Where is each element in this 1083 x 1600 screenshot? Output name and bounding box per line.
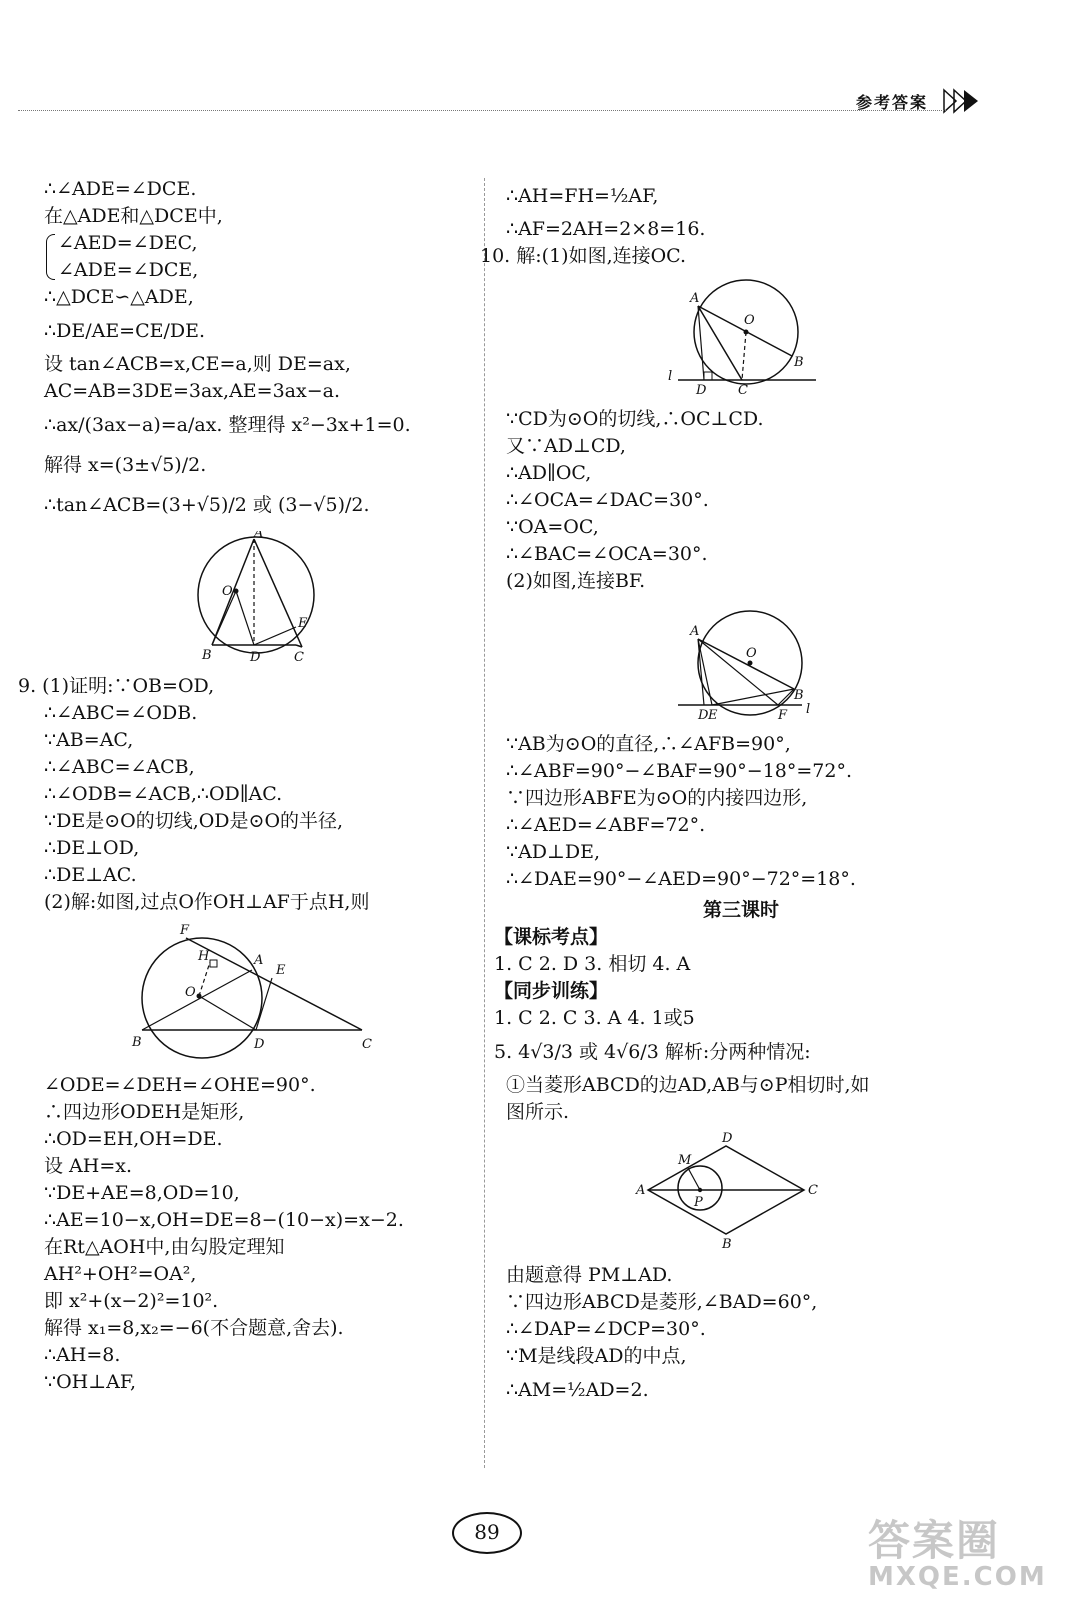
text-line: 由题意得 PM⊥AD. bbox=[506, 1264, 673, 1286]
text-line: ∵AD⊥DE, bbox=[506, 841, 601, 863]
text-line: 9. (1)证明:∵OB=OD, bbox=[18, 675, 215, 697]
text-line: ∴AE=10−x,OH=DE=8−(10−x)=x−2. bbox=[44, 1209, 404, 1231]
text-line: ∴∠ABF=90°−∠BAF=90°−18°=72°. bbox=[506, 760, 853, 782]
point-label: B bbox=[722, 1237, 732, 1252]
point-label: O bbox=[222, 584, 233, 599]
point-label: C bbox=[362, 1037, 372, 1052]
point-label: C bbox=[294, 650, 304, 663]
figure-5 bbox=[506, 1132, 976, 1256]
text-line: ∴四边形ODEH是矩形, bbox=[44, 1101, 245, 1123]
arrow-icon bbox=[942, 88, 982, 114]
text-line: 又∵AD⊥CD, bbox=[506, 435, 626, 457]
text-line: ∠ODE=∠DEH=∠OHE=90°. bbox=[44, 1074, 316, 1096]
point-label: E bbox=[708, 708, 718, 721]
point-label: A bbox=[636, 1183, 646, 1198]
answer-line: 1. C 2. D 3. 相切 4. A bbox=[494, 953, 691, 975]
section-heading: 【课标考点】 bbox=[494, 926, 609, 948]
point-label: D bbox=[722, 1132, 733, 1146]
text-line: ∴DE/AE=CE/DE. bbox=[44, 320, 206, 342]
text-line: (2)解:如图,过点O作OH⊥AF于点H,则 bbox=[44, 891, 370, 913]
text-line: ∴tan∠ACB=(3+√5)/2 或 (3−√5)/2. bbox=[44, 494, 370, 516]
text-line: ∴∠BAC=∠OCA=30°. bbox=[506, 543, 708, 565]
page-number: 89 bbox=[452, 1512, 522, 1554]
answer-line: 1. C 2. C 3. A 4. 1或5 bbox=[494, 1007, 695, 1029]
watermark-url: MXQE.COM bbox=[868, 1562, 1047, 1592]
text-line: ①当菱形ABCD的边AD,AB与⊙P相切时,如 bbox=[506, 1074, 870, 1096]
text-line: ∴AM=½AD=2. bbox=[506, 1379, 649, 1401]
point-label: O bbox=[744, 313, 755, 328]
right-column bbox=[480, 176, 976, 1410]
point-label: F bbox=[180, 923, 190, 938]
point-label: D bbox=[254, 1037, 265, 1052]
point-label: C bbox=[738, 383, 748, 396]
text-line: 在Rt△AOH中,由勾股定理知 bbox=[44, 1236, 285, 1258]
point-label: C bbox=[808, 1183, 818, 1198]
text-line: ∴△DCE∽△ADE, bbox=[44, 286, 194, 308]
text-line: ∵AB为⊙O的直径,∴∠AFB=90°, bbox=[506, 733, 791, 755]
text-line: ∴∠AED=∠ABF=72°. bbox=[506, 814, 706, 836]
text-line: 图所示. bbox=[506, 1101, 570, 1123]
point-label: B bbox=[132, 1035, 142, 1050]
text-line: ∵CD为⊙O的切线,∴OC⊥CD. bbox=[506, 408, 764, 430]
point-label: E bbox=[298, 616, 308, 631]
text-line: AH²+OH²=OA², bbox=[44, 1263, 197, 1285]
section-title: 第三课时 bbox=[702, 899, 779, 921]
point-label: A bbox=[254, 531, 264, 541]
text-line: ∴AH=FH=½AF, bbox=[506, 185, 659, 207]
text-line: ∴∠ODB=∠ACB,∴OD∥AC. bbox=[44, 783, 283, 805]
figure-2 bbox=[44, 922, 474, 1066]
text-line: 解得 x₁=8,x₂=−6(不合题意,舍去). bbox=[44, 1317, 344, 1339]
text-line: ∴DE⊥AC. bbox=[44, 864, 137, 886]
watermark-text: 答案圈 bbox=[868, 1516, 1001, 1565]
text-line: ∴AF=2AH=2×8=16. bbox=[506, 218, 706, 240]
text-line: ∴OD=EH,OH=DE. bbox=[44, 1128, 223, 1150]
text-line: ∴AH=8. bbox=[44, 1344, 121, 1366]
text-line: 10. 解:(1)如图,连接OC. bbox=[480, 245, 687, 267]
point-label: l bbox=[806, 702, 811, 717]
header-rule bbox=[18, 110, 946, 111]
text-line: ∴∠DAE=90°−∠AED=90°−72°=18°. bbox=[506, 868, 856, 890]
point-label: A bbox=[254, 953, 264, 968]
text-line: 设 tan∠ACB=x,CE=a,则 DE=ax, bbox=[44, 353, 351, 375]
point-label: O bbox=[185, 985, 196, 1000]
point-label: B bbox=[794, 688, 804, 703]
point-label: F bbox=[778, 708, 788, 721]
text-line: AC=AB=3DE=3ax,AE=3ax−a. bbox=[44, 380, 340, 402]
equation-system bbox=[44, 230, 474, 284]
text-line: 设 AH=x. bbox=[44, 1155, 133, 1177]
text-line: 5. 4√3/3 或 4√6/3 解析:分两种情况: bbox=[494, 1041, 811, 1063]
text-line: ∴DE⊥OD, bbox=[44, 837, 140, 859]
point-label: D bbox=[696, 383, 707, 396]
text-line: ∴∠DAP=∠DCP=30°. bbox=[506, 1318, 706, 1340]
text-line: ∵DE是⊙O的切线,OD是⊙O的半径, bbox=[44, 810, 344, 832]
text-line: ∠ADE=∠DCE, bbox=[58, 259, 199, 281]
text-line: ∴AD∥OC, bbox=[506, 462, 592, 484]
text-line: ∴∠ABC=∠ODB. bbox=[44, 702, 198, 724]
text-line: ∵DE+AE=8,OD=10, bbox=[44, 1182, 240, 1204]
text-line: ∵OA=OC, bbox=[506, 516, 599, 538]
point-label: O bbox=[746, 646, 757, 661]
point-label: P bbox=[694, 1195, 703, 1210]
point-label: A bbox=[690, 291, 700, 306]
point-label: D bbox=[698, 708, 709, 721]
section-heading: 【同步训练】 bbox=[494, 980, 609, 1002]
text-line: ∵四边形ABFE为⊙O的内接四边形, bbox=[506, 787, 808, 809]
text-line: 解得 x=(3±√5)/2. bbox=[44, 454, 207, 476]
point-label: l bbox=[668, 369, 673, 384]
text-line: (2)如图,连接BF. bbox=[506, 570, 646, 592]
point-label: A bbox=[690, 624, 700, 639]
text-line: ∠AED=∠DEC, bbox=[58, 232, 198, 254]
figure-3 bbox=[506, 276, 976, 400]
text-line: ∵AB=AC, bbox=[44, 729, 134, 751]
text-line: ∵M是线段AD的中点, bbox=[506, 1345, 687, 1367]
text-line: 在△ADE和△DCE中, bbox=[44, 205, 223, 227]
point-label: E bbox=[276, 963, 286, 978]
text-line: ∴ax/(3ax−a)=a/ax. 整理得 x²−3x+1=0. bbox=[44, 414, 411, 436]
figure-1 bbox=[44, 531, 474, 667]
column-divider bbox=[484, 178, 485, 1468]
point-label: M bbox=[678, 1153, 692, 1168]
watermark bbox=[868, 1508, 1047, 1592]
text-line: ∵四边形ABCD是菱形,∠BAD=60°, bbox=[506, 1291, 818, 1313]
left-column bbox=[18, 176, 474, 1396]
text-line: ∵OH⊥AF, bbox=[44, 1371, 137, 1393]
header-title: 参考答案 bbox=[856, 93, 929, 112]
text-line: 即 x²+(x−2)²=10². bbox=[44, 1290, 219, 1312]
point-label: H bbox=[198, 949, 210, 964]
point-label: B bbox=[794, 355, 804, 370]
text-line: ∴∠ABC=∠ACB, bbox=[44, 756, 195, 778]
point-label: D bbox=[250, 650, 261, 663]
text-line: ∴∠ADE=∠DCE. bbox=[44, 178, 197, 200]
point-label: B bbox=[202, 648, 212, 663]
figure-4 bbox=[506, 601, 976, 725]
text-line: ∴∠OCA=∠DAC=30°. bbox=[506, 489, 709, 511]
